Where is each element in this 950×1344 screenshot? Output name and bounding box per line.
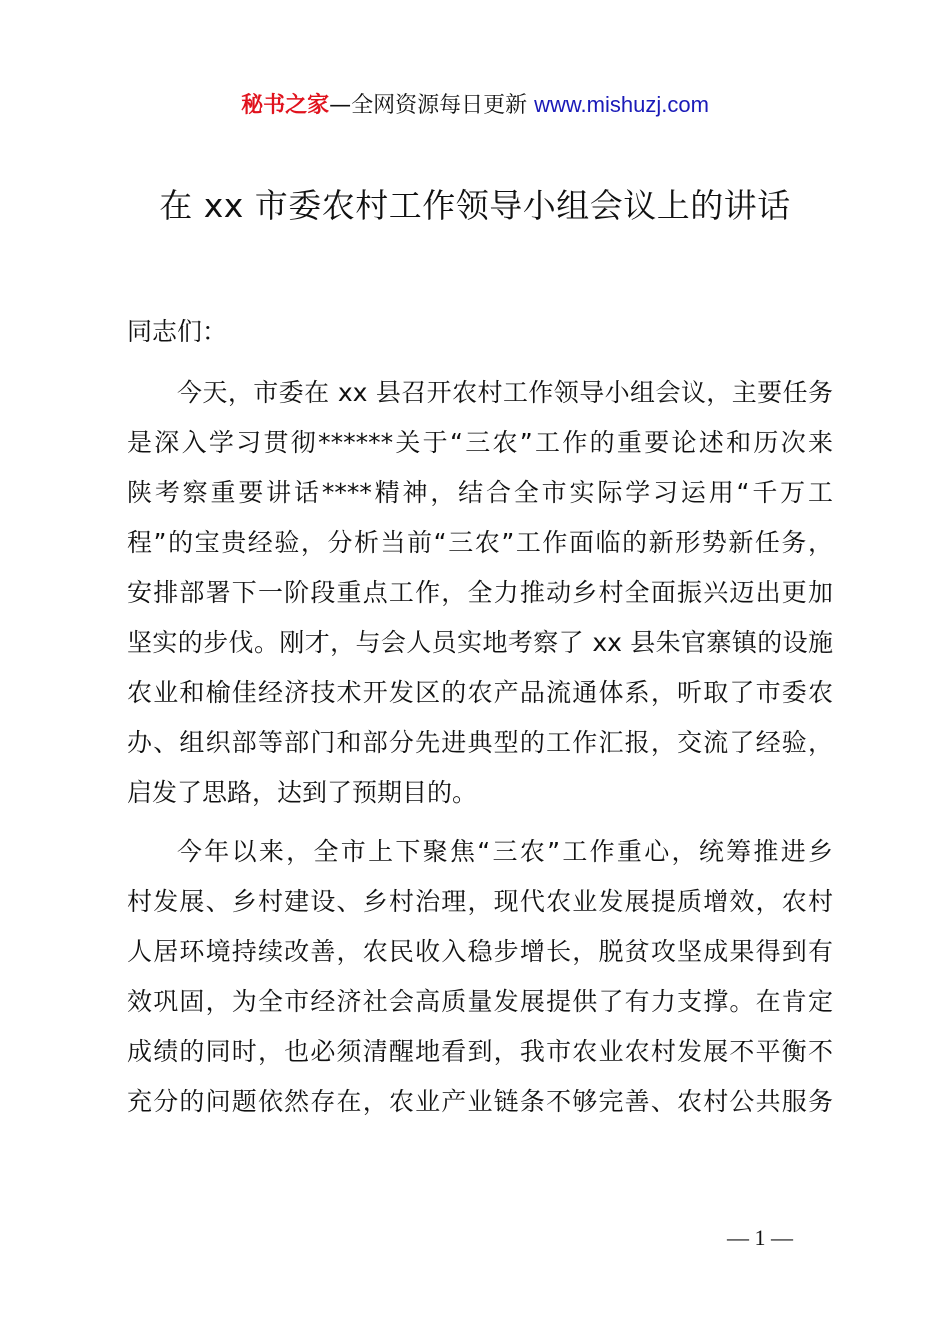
paragraph-line: 启发了思路，达到了预期目的。 xyxy=(127,778,478,807)
paragraph-line: 安排部署下一阶段重点工作，全力推动乡村全面振兴迈出更加 xyxy=(127,578,833,607)
salutation: 同志们： xyxy=(127,317,228,346)
paragraph-line: 坚实的步伐。刚才，与会人员实地考察了 xx 县朱官寨镇的设施 xyxy=(127,628,833,657)
paragraph-line: 今年以来，全市上下聚焦“三农”工作重心，统筹推进乡 xyxy=(177,837,833,866)
page-number: — 1 — xyxy=(727,1225,793,1250)
body-paragraph-1 xyxy=(127,368,833,818)
paragraph-line: 陕考察重要讲话****精神，结合全市实际学习运用“千万工 xyxy=(127,478,833,507)
brand-name: 秘书之家 xyxy=(241,93,330,118)
paragraph-line: 成绩的同时，也必须清醒地看到，我市农业农村发展不平衡不 xyxy=(127,1037,833,1066)
paragraph-line: 效巩固，为全市经济社会高质量发展提供了有力支撑。在肯定 xyxy=(127,987,833,1016)
document-title: 在 xx 市委农村工作领导小组会议上的讲话 xyxy=(159,186,791,225)
site-header xyxy=(0,88,950,123)
paragraph-line: 程”的宝贵经验，分析当前“三农”工作面临的新形势新任务， xyxy=(127,528,833,557)
paragraph-line: 办、组织部等部门和部分先进典型的工作汇报，交流了经验， xyxy=(127,728,833,757)
paragraph-line: 农业和榆佳经济技术开发区的农产品流通体系，听取了市委农 xyxy=(127,678,833,707)
paragraph-line: 今天，市委在 xx 县召开农村工作领导小组会议，主要任务 xyxy=(177,378,833,407)
paragraph-line: 人居环境持续改善，农民收入稳步增长，脱贫攻坚成果得到有 xyxy=(127,937,833,966)
paragraph-line: 村发展、乡村建设、乡村治理，现代农业发展提质增效，农村 xyxy=(127,887,833,916)
paragraph-line: 充分的问题依然存在，农业产业链条不够完善、农村公共服务 xyxy=(127,1087,833,1116)
site-tagline: —全网资源每日更新 xyxy=(329,93,535,118)
site-url-link[interactable]: www.mishuzj.com xyxy=(534,92,709,117)
body-paragraph-2 xyxy=(127,827,833,1127)
paragraph-line: 是深入学习贯彻******关于“三农”工作的重要论述和历次来 xyxy=(127,428,833,457)
